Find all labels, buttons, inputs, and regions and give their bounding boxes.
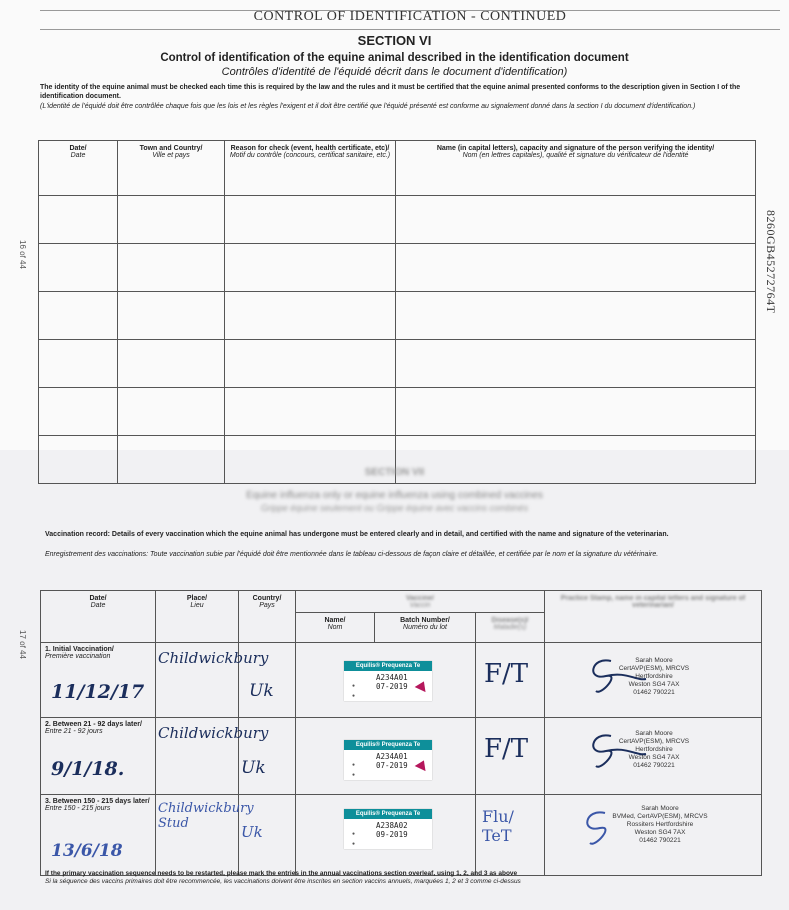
vaccine-sticker: Equilis® Prequenza Te A234A01 07-2019 ● ● <box>344 661 432 701</box>
identification-check-table <box>38 140 756 484</box>
table-row <box>39 340 756 388</box>
handwritten-country: Uk <box>241 758 266 778</box>
handwritten-place: Childwickbury <box>158 649 269 667</box>
handwritten-place: Childwickbury Stud <box>158 801 254 831</box>
handwritten-date: 9/1/18. <box>51 758 125 780</box>
country-cell <box>239 718 296 795</box>
disease-cell <box>476 643 545 718</box>
page-number-bottom: 17 of 44 <box>18 630 27 659</box>
vaccine-sticker-cell <box>296 643 476 718</box>
footnote-fr: Si la séquence des vaccins primaires doit être recommencée, les vaccinations doivent être inscrites en section vaccins annuels, marquées 1, 2 et 3 comme ci-dessus <box>45 878 521 885</box>
col-reason: Reason for check (event, health certificate, etc)/ Motif du contrôle (concours, certificat sanitaire, etc.) <box>225 141 396 196</box>
intro-text-fr: (L'identité de l'équidé doit être contrôlée chaque fois que les lois et les règles l'exigent et il doit être certifié que l'équidé présenté est conforme au signalement donné dans la section I du document d'identification.) <box>40 103 696 110</box>
vaccine-sticker-cell <box>296 718 476 795</box>
col-place: Place/ Lieu <box>156 591 239 643</box>
handwritten-disease: F/T <box>484 659 529 689</box>
section-subtitle-fr: Contrôles d'identité de l'équidé décrit dans le document d'identification) <box>221 66 568 78</box>
sticker-lot: A238A02 <box>376 821 408 830</box>
vet-stamp: Sarah Moore BVMed, CertAVP(ESM), MRCVS Rossiters Hertfordshire Weston SG4 7AX 01462 790221 <box>612 805 708 844</box>
row-label-initial: 1. Initial Vaccination/ Première vaccination 11/12/17 <box>41 643 156 718</box>
handwritten-disease: Flu/ TeT <box>482 807 514 845</box>
document-code: 8260GB45272764T <box>764 210 778 314</box>
section-subtitle: Control of identification of the equine animal described in the identification document <box>160 52 629 64</box>
table-row <box>39 292 756 340</box>
section-title: SECTION VI <box>357 33 432 48</box>
vaccination-record-label: Vaccination record: Details of every vaccination which the equine animal has undergone must be entered clearly and in detail, and certified with the name and signature of the veterinarian. <box>45 531 669 538</box>
col-town-country: Town and Country/ Ville et pays <box>118 141 225 196</box>
table-row <box>39 388 756 436</box>
sticker-brand: Equilis® Prequenza Te <box>344 661 432 671</box>
vaccine-sticker-cell <box>296 795 476 876</box>
section7-subtitle: Equine influenza only or equine influenza using combined vaccines <box>246 490 543 501</box>
handwritten-country: Uk <box>241 823 263 841</box>
vaccine-sticker: Equilis® Prequenza Te A234A01 07-2019 ● ● <box>344 740 432 780</box>
sticker-expiry: 07-2019 <box>376 682 408 691</box>
vet-stamp: Sarah Moore CertAVP(ESM), MRCVS Hertfordshire Weston SG4 7AX 01462 790221 <box>618 730 690 769</box>
col-date: Date/ Date <box>39 141 118 196</box>
sticker-expiry: 09-2019 <box>376 830 408 839</box>
sticker-brand: Equilis® Prequenza Te <box>344 740 432 750</box>
table-header-row <box>39 141 756 196</box>
sticker-lot: A234A01 <box>376 673 408 682</box>
vaccination-record-label-fr: Enregistrement des vaccinations: Toute vaccination subie par l'équidé doit être mentionnée dans le tableau ci-dessous de façon claire et détaillée, et certifiée par le nom et la signature du vétérinaire. <box>45 551 659 558</box>
col-date: Date/ Date <box>41 591 156 643</box>
table-row <box>41 718 762 795</box>
section7-title: SECTION VII <box>364 467 425 478</box>
col-country: Country/ Pays <box>239 591 296 643</box>
vet-stamp: Sarah Moore CertAVP(ESM), MRCVS Hertfordshire Weston SG4 7AX 01462 790221 <box>618 657 690 696</box>
page-number-top: 16 of 44 <box>18 240 27 269</box>
col-batch-number: Batch Number/ Numéro du lot <box>375 613 476 643</box>
table-header-row <box>41 591 762 613</box>
handwritten-country: Uk <box>249 681 274 701</box>
table-row <box>39 196 756 244</box>
footnote: If the primary vaccination sequence needs to be restarted, please mark the entries in the annual vaccinations section overleaf, using 1, 2, and 3 as above <box>45 870 518 877</box>
handwritten-disease: F/T <box>484 734 529 764</box>
sticker-lot: A234A01 <box>376 752 408 761</box>
intro-text: The identity of the equine animal must be checked each time this is required by the law and the rules and it must be certified that the equine animal presented conforms to the description given in Section I of the identification document. <box>40 84 741 100</box>
handwritten-date: 13/6/18 <box>51 841 123 861</box>
col-vet: Practice Stamp, name in capital letters and signature of veterinarian/ <box>545 591 762 643</box>
table-row <box>39 244 756 292</box>
col-vaccine: Vaccine/ Vaccin <box>296 591 545 613</box>
table-row <box>41 795 762 876</box>
section7-subtitle-fr: Grippe équine seulement ou Grippe équine avec vaccins combinés <box>260 503 529 513</box>
vet-cell <box>545 795 762 876</box>
vaccination-table <box>40 590 762 876</box>
col-disease: Disease(s)/ Maladie(s) <box>476 613 545 643</box>
sticker-expiry: 07-2019 <box>376 761 408 770</box>
sticker-brand: Equilis® Prequenza Te <box>344 809 432 819</box>
table-row <box>41 643 762 718</box>
vet-cell <box>545 643 762 718</box>
disease-cell <box>476 718 545 795</box>
country-cell <box>239 795 296 876</box>
handwritten-date: 11/12/17 <box>51 681 145 703</box>
col-vaccine-name: Name/ Nom <box>296 613 375 643</box>
row-label-third: 3. Between 150 - 215 days later/ Entre 150 - 215 jours 13/6/18 <box>41 795 156 876</box>
country-cell <box>239 643 296 718</box>
col-verifier: Name (in capital letters), capacity and signature of the person verifying the identity/ Nom (en lettres capitales), qualité et signature du vérificateur de l'identité <box>396 141 756 196</box>
vet-cell <box>545 718 762 795</box>
page-header-title: CONTROL OF IDENTIFICATION - CONTINUED <box>253 9 567 24</box>
handwritten-place: Childwickbury <box>158 724 269 742</box>
disease-cell <box>476 795 545 876</box>
row-label-second: 2. Between 21 - 92 days later/ Entre 21 - 92 jours 9/1/18. <box>41 718 156 795</box>
vaccine-sticker: Equilis® Prequenza Te A238A02 09-2019 ● ● <box>344 809 432 849</box>
